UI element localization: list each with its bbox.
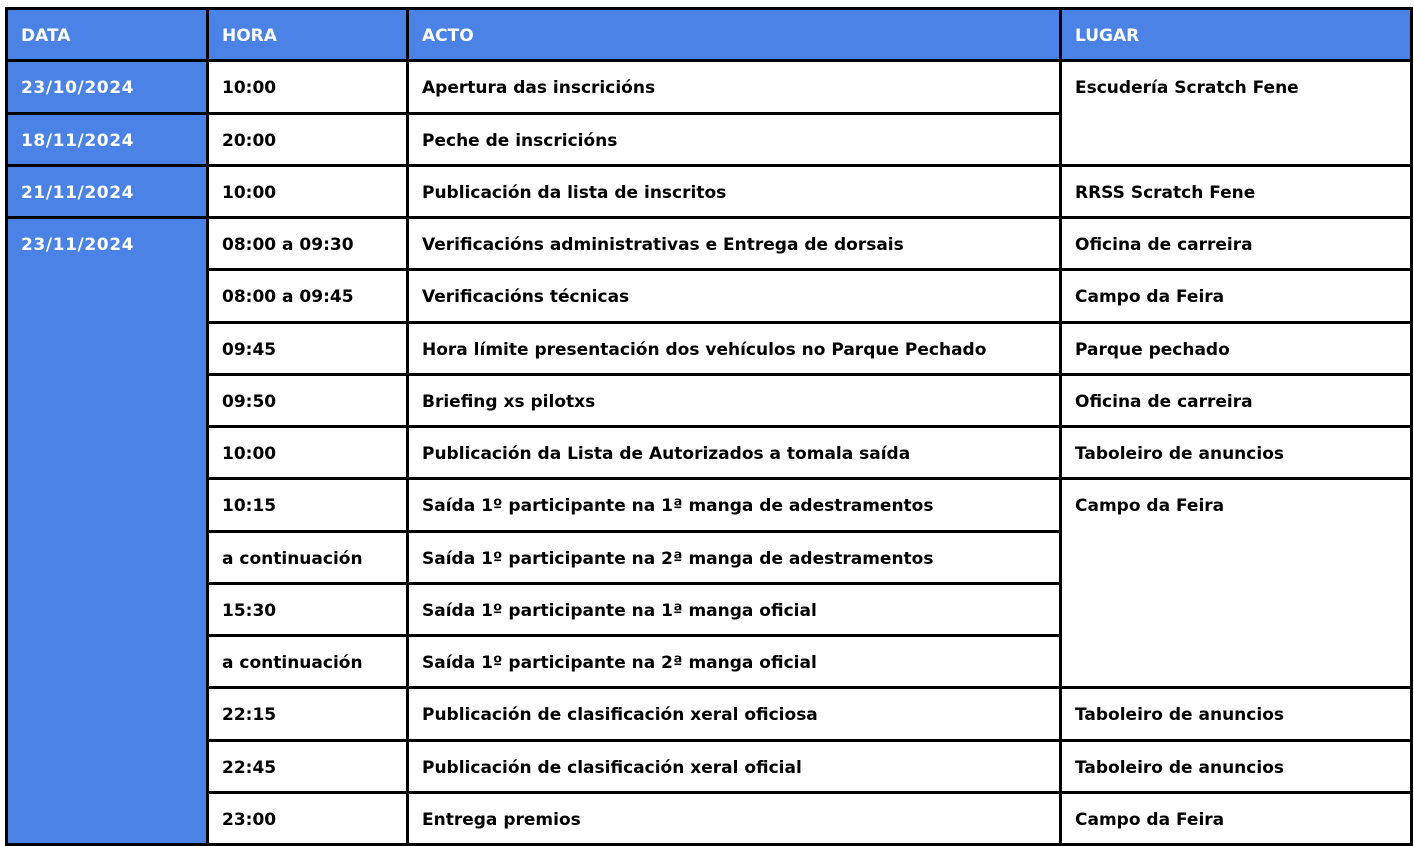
place-cell — [1061, 740, 1412, 792]
event-text: Saída 1º participante na 2ª manga de adestramentos — [422, 548, 934, 569]
event-cell — [408, 583, 1061, 635]
place-cell — [1061, 61, 1412, 166]
table-row — [7, 270, 1412, 322]
time-cell — [208, 583, 408, 635]
event-cell — [408, 165, 1061, 217]
event-cell — [408, 61, 1061, 113]
schedule-table-container — [5, 7, 1410, 843]
date-cell — [7, 218, 208, 845]
time-cell — [208, 740, 408, 792]
place-text: Escudería Scratch Fene — [1075, 78, 1299, 99]
header-acto — [408, 9, 1061, 61]
time-cell — [208, 688, 408, 740]
time-text: 20:00 — [222, 130, 277, 151]
schedule-table — [5, 7, 1413, 846]
event-cell — [408, 218, 1061, 270]
date-text: 18/11/2024 — [21, 130, 135, 151]
place-text: Campo da Feira — [1075, 496, 1225, 517]
time-cell — [208, 427, 408, 479]
date-text: 23/10/2024 — [21, 78, 135, 99]
event-cell — [408, 792, 1061, 844]
place-text: RRSS Scratch Fene — [1075, 182, 1256, 203]
place-cell — [1061, 427, 1412, 479]
time-cell — [208, 113, 408, 165]
event-cell — [408, 531, 1061, 583]
place-text: Parque pechado — [1075, 339, 1230, 360]
event-cell — [408, 270, 1061, 322]
table-row — [7, 479, 1412, 531]
place-text: Taboleiro de anuncios — [1075, 444, 1284, 464]
table-row — [7, 374, 1412, 426]
place-cell — [1061, 322, 1412, 374]
table-row — [7, 792, 1412, 844]
time-text: 22:45 — [222, 757, 277, 778]
date-cell — [7, 61, 208, 113]
date-cell — [7, 165, 208, 217]
event-text: Saída 1º participante na 1ª manga oficial — [422, 600, 817, 621]
time-cell — [208, 270, 408, 322]
event-text: Saída 1º participante na 2ª manga oficial — [422, 653, 817, 673]
event-cell — [408, 113, 1061, 165]
place-cell — [1061, 374, 1412, 426]
event-text: Publicación de clasificación xeral oficiosa — [422, 705, 818, 726]
header-hora — [208, 9, 408, 61]
place-text: Oficina de carreira — [1075, 391, 1253, 412]
place-text: Campo da Feira — [1075, 809, 1225, 830]
time-cell — [208, 479, 408, 531]
place-cell — [1061, 218, 1412, 270]
time-cell — [208, 322, 408, 374]
place-cell — [1061, 792, 1412, 844]
place-text: Taboleiro de anuncios — [1075, 757, 1284, 778]
event-text: Peche de inscricións — [422, 130, 618, 151]
table-row — [7, 427, 1412, 479]
time-cell — [208, 792, 408, 844]
time-text: 10:00 — [222, 182, 277, 203]
time-text: 23:00 — [222, 809, 277, 830]
time-cell — [208, 165, 408, 217]
header-data — [7, 9, 208, 61]
header-acto-label: ACTO — [422, 26, 474, 46]
event-cell — [408, 427, 1061, 479]
event-text: Briefing xs pilotxs — [422, 391, 596, 412]
event-text: Verificacións técnicas — [422, 287, 630, 308]
time-text: 08:00 a 09:30 — [222, 235, 354, 255]
table-header-row — [7, 9, 1412, 61]
date-text: 21/11/2024 — [21, 182, 135, 203]
table-row — [7, 61, 1412, 113]
place-text: Oficina de carreira — [1075, 235, 1253, 255]
time-cell — [208, 374, 408, 426]
place-cell — [1061, 270, 1412, 322]
place-text: Taboleiro de anuncios — [1075, 705, 1284, 726]
header-data-label: DATA — [21, 26, 71, 46]
time-text: 09:45 — [222, 339, 277, 360]
event-text: Publicación da lista de inscritos — [422, 182, 727, 203]
event-text: Entrega premios — [422, 809, 581, 830]
place-cell — [1061, 688, 1412, 740]
table-row — [7, 218, 1412, 270]
event-cell — [408, 374, 1061, 426]
event-cell — [408, 740, 1061, 792]
header-hora-label: HORA — [222, 26, 277, 46]
place-text: Campo da Feira — [1075, 287, 1225, 308]
time-cell — [208, 636, 408, 688]
table-row — [7, 740, 1412, 792]
event-text: Publicación de clasificación xeral oficial — [422, 757, 802, 778]
time-text: 10:00 — [222, 444, 277, 464]
event-text: Saída 1º participante na 1ª manga de adestramentos — [422, 496, 934, 517]
time-text: 09:50 — [222, 391, 277, 412]
event-cell — [408, 322, 1061, 374]
place-cell — [1061, 165, 1412, 217]
time-text: a continuación — [222, 653, 363, 673]
header-lugar — [1061, 9, 1412, 61]
event-text: Apertura das inscricións — [422, 78, 656, 99]
event-text: Verificacións administrativas e Entrega de dorsais — [422, 235, 904, 255]
table-row — [7, 322, 1412, 374]
table-row — [7, 165, 1412, 217]
time-text: 10:15 — [222, 496, 277, 517]
event-text: Hora límite presentación dos vehículos no Parque Pechado — [422, 339, 987, 360]
event-cell — [408, 636, 1061, 688]
header-lugar-label: LUGAR — [1075, 26, 1140, 46]
time-text: a continuación — [222, 548, 363, 569]
time-cell — [208, 218, 408, 270]
event-text: Publicación da Lista de Autorizados a tomala saída — [422, 444, 911, 464]
place-cell — [1061, 479, 1412, 688]
time-cell — [208, 531, 408, 583]
date-cell — [7, 113, 208, 165]
time-text: 22:15 — [222, 705, 277, 726]
time-text: 15:30 — [222, 600, 277, 621]
event-cell — [408, 688, 1061, 740]
event-cell — [408, 479, 1061, 531]
date-text: 23/11/2024 — [21, 235, 135, 255]
time-text: 08:00 a 09:45 — [222, 287, 354, 308]
table-row — [7, 688, 1412, 740]
time-text: 10:00 — [222, 78, 277, 99]
time-cell — [208, 61, 408, 113]
